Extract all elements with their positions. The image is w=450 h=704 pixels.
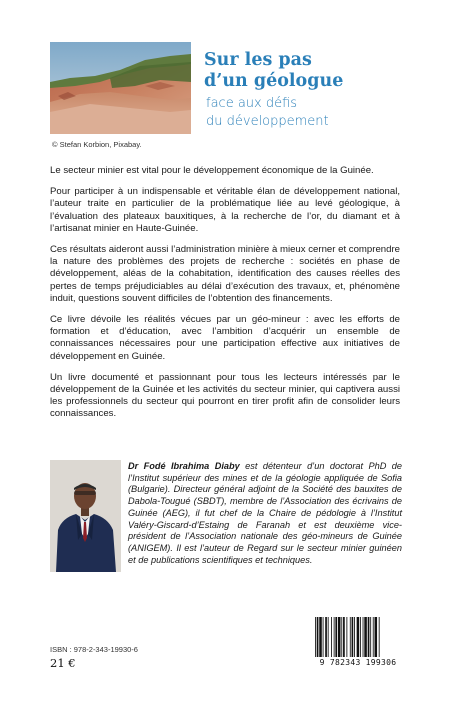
book-summary: [50, 165, 400, 430]
mining-landscape-photo: [50, 42, 191, 134]
isbn-barcode: [313, 617, 403, 669]
summary-paragraph: Ces résultats aideront aussi l’administration minière à mieux cerner et comprendre la nature des problèmes des projets de recherche : sociétés en phase de développement, aléas de la cohabitation, identification des causes réelles des pertes de temps préjudiciables au délai d’exécution des travaux, et, phénomène induit, questions souvent difficiles de l’obtention des financements.: [50, 244, 400, 304]
isbn: ISBN : 978-2-343-19930-6: [50, 645, 138, 654]
barcode-bars: [313, 617, 403, 657]
summary-paragraph: Le secteur minier est vital pour le développement économique de la Guinée.: [50, 165, 374, 176]
photo-credit: © Stefan Korbion, Pixabay.: [52, 140, 142, 149]
title-line-2: d’un géologue: [204, 71, 344, 91]
summary-paragraph: Ce livre dévoile les réalités vécues par un géo-mineur : avec les efforts de formation et d’éducation, avec l’ambition d’acquérir un ensemble de connaissances nécessaires pour une participation effective aux initiatives de développement en Guinée.: [50, 314, 400, 362]
subtitle-line-2: du développement: [206, 114, 329, 129]
book-title: [204, 50, 404, 92]
author-portrait: [50, 460, 121, 572]
subtitle-line-1: face aux défis: [206, 96, 298, 111]
summary-paragraph: Un livre documenté et passionnant pour tous les lecteurs intéressés par le développement de la Guinée et les activités du secteur minier, qui captivera aussi les professionnels du secteur qui pourront en tirer profit afin de consolider leurs connaissances.: [50, 371, 400, 420]
barcode-number: 9 782343 199306: [319, 658, 397, 667]
author-biography: [128, 461, 402, 566]
author-bio-text: est détenteur d’un doctorat PhD de l’Institut supérieur des mines et de la géologie appliquée de Sofia (Bulgarie). Directeur général adjoint de la Société des bauxites de Dabola-Tougué (SBDT), membre de l’Association des écrivains de Guinée (AEG), il fut chef de la Chaire de pédologie à l’Institut Valéry-Giscard-d’Estaing de Faranah et est deuxième vice-président de l’Association nationale des géo-mineurs de Guinée (ANIGEM). Il est l’auteur de Regard sur le secteur minier guinéen et de publications scientifiques et techniques.: [128, 461, 402, 565]
summary-paragraph: Pour participer à un indispensable et véritable élan de développement national, l’auteur traite en particulier de la problématique liée au levé géologique, à l’évaluation des plateaux bauxitiques, à la recherche de l’or, du diamant et à l’artisanat minier en Haute-Guinée.: [50, 186, 400, 234]
author-name: Dr Fodé Ibrahima Diaby: [128, 461, 240, 471]
book-subtitle: [206, 95, 406, 131]
price: 21 €: [50, 656, 76, 670]
title-line-1: Sur les pas: [204, 50, 312, 70]
